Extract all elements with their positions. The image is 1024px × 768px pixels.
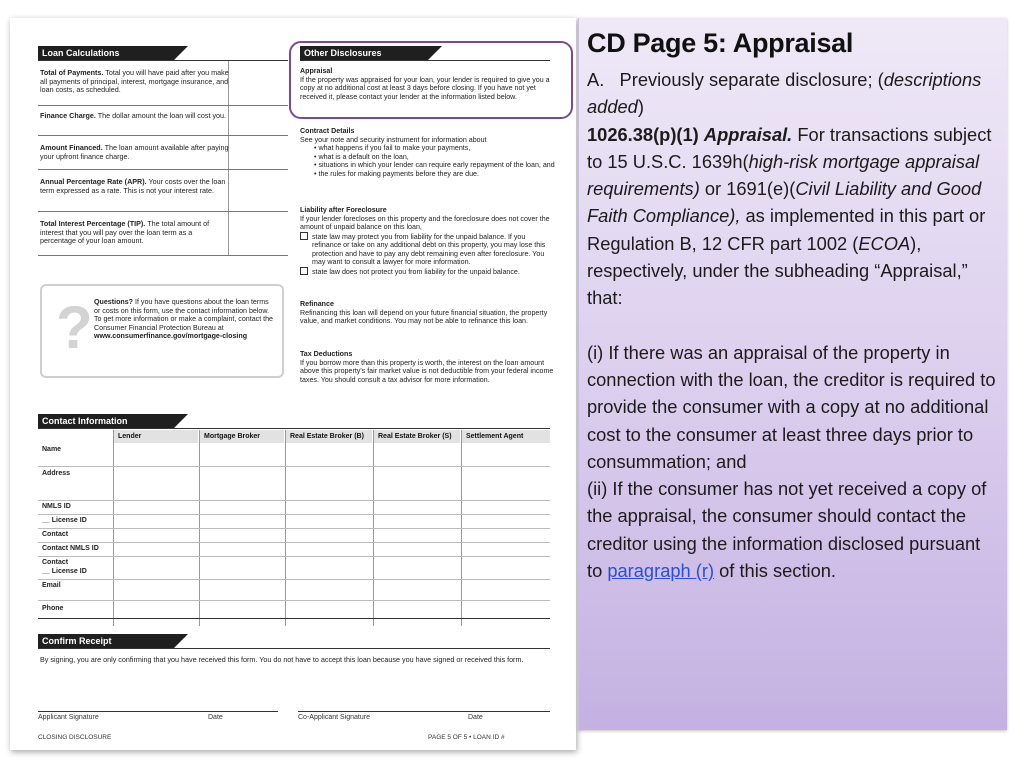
liability-text: If your lender forecloses on this property and the foreclosure does not cover the amount of unpaid balance on this loan, (300, 214, 550, 231)
lc-text: The loan amount available after paying your upfront finance charge. (40, 143, 229, 161)
liability-block (300, 206, 555, 276)
col-re-broker-s: Real Estate Broker (S) (374, 430, 460, 443)
spacer (587, 312, 999, 339)
row-contact-license-id: __ License ID (42, 568, 87, 575)
contact-info-heading: Contact Information (38, 414, 174, 428)
refinance-block (300, 300, 555, 326)
refinance-heading: Refinance (300, 300, 334, 308)
row-rule (38, 135, 288, 136)
row-rule (38, 466, 550, 467)
applicant-date-label: Date (208, 714, 223, 721)
row-license-id: __ License ID (42, 517, 87, 524)
slide-title: CD Page 5: Appraisal (587, 28, 854, 58)
contract-details-block (300, 127, 555, 178)
reg-italic: ECOA (858, 232, 911, 254)
lc-text: The total amount of interest that you will pay over the loan term as a percentage of your loan amount. (40, 219, 210, 246)
appraisal-text: If the property was appraised for your loan, your lender is required to give you a copy at no additional cost at least 3 days before closing. If you have not yet received it, please contact your lender at the information listed below. (300, 75, 550, 101)
contract-text: See your note and security instrument for information about (300, 135, 487, 144)
refinance-text: Refinancing this loan will depend on your future financial situation, the property value, and market conditions. You may not be able to refinance this loan. (300, 308, 548, 325)
lc-row-amount-financed (40, 144, 230, 161)
applicant-signature-label: Applicant Signature (38, 714, 99, 721)
row-rule (38, 542, 550, 543)
paren: ) (637, 96, 644, 118)
list-item: • the rules for making payments before they are due. (314, 170, 555, 179)
appraisal-highlight (289, 41, 573, 119)
footer-page-number: PAGE 5 OF 5 • LOAN ID # (428, 734, 505, 741)
citation: 1026.38(p)(1) (587, 123, 699, 145)
slide-body (587, 66, 999, 584)
lc-row-total-payments (40, 69, 230, 95)
option-text: state law may protect you from liability for the unpaid balance. If you refinance or take on any additional debt on this property, you may lose this protection and have to pay any debt remaining even after foreclosure. You may want to consult a lawyer for more information. (312, 232, 546, 266)
lc-row-apr (40, 178, 230, 195)
checkbox[interactable] (300, 232, 308, 240)
citation-title: Appraisal. (703, 123, 793, 145)
lc-label: Finance Charge. (40, 111, 96, 120)
lc-label: Annual Percentage Rate (APR). (40, 177, 147, 186)
section-rule (38, 648, 550, 649)
row-rule (38, 514, 550, 515)
questions-label: Questions? (94, 298, 134, 306)
questions-text (94, 298, 274, 341)
contract-list (300, 144, 555, 178)
col-re-broker-b: Real Estate Broker (B) (286, 430, 372, 443)
row-rule (38, 618, 550, 619)
reg-text: ), respectively, under the subheading “Appraisal,” that: (587, 232, 968, 309)
point-ii-text: (ii) If the consumer has not yet received a copy of the appraisal, the consumer should contact the creditor using the information disclosed pursuant to (587, 478, 987, 582)
contract-heading: Contract Details (300, 127, 355, 135)
list-item: • situations in which your lender can require early repayment of the loan, and (314, 161, 555, 170)
reg-italic: high-risk mortgage appraisal requirements) (587, 150, 980, 200)
list-item: • what is a default on the loan, (314, 153, 555, 162)
loan-calculations-heading: Loan Calculations (38, 46, 174, 60)
liability-option-1 (300, 232, 555, 267)
liability-option-2 (300, 267, 555, 277)
row-rule (38, 600, 550, 601)
paren: ( (877, 69, 884, 90)
lc-label: Amount Financed. (40, 143, 103, 152)
row-rule (38, 255, 288, 256)
lc-text: Total you will have paid after you make all payments of principal, interest, mortgage insurance, and loan costs, as scheduled. (40, 68, 229, 95)
option-text: state law does not protect you from liability for the unpaid balance. (312, 267, 520, 276)
lc-row-tip (40, 220, 230, 246)
other-disclosures-heading: Other Disclosures (300, 46, 428, 60)
tax-heading: Tax Deductions (300, 350, 353, 358)
row-email: Email (42, 582, 61, 589)
row-rule (38, 579, 550, 580)
tax-block (300, 350, 555, 384)
section-rule (38, 428, 550, 429)
col-settlement-agent: Settlement Agent (462, 430, 550, 443)
tax-text: If you borrow more than this property is worth, the interest on the loan amount above this property's fair market value is not deductible from your federal income taxes. You should consult a tax advisor for more information. (300, 358, 554, 384)
lc-text: Your costs over the loan term expressed as a rate. This is not your interest rate. (40, 177, 226, 195)
point-a (587, 66, 999, 121)
signature-line (298, 711, 550, 712)
paragraph-r-link[interactable]: paragraph (r) (607, 560, 715, 582)
row-rule (38, 556, 550, 557)
point-ii (587, 475, 999, 584)
row-rule (38, 105, 288, 106)
coapplicant-date-label: Date (468, 714, 483, 721)
col-lender: Lender (114, 430, 198, 443)
footer-left: CLOSING DISCLOSURE (38, 734, 112, 741)
row-rule (38, 528, 550, 529)
row-rule (38, 211, 288, 212)
row-phone: Phone (42, 605, 64, 612)
lc-label: Total Interest Percentage (TIP). (40, 219, 146, 228)
reg-text: as implemented in this part or Regulation B, 12 CFR part 1002 ( (587, 205, 986, 254)
row-rule (38, 500, 550, 501)
row-nmls-id: NMLS ID (42, 503, 71, 510)
row-name: Name (42, 446, 62, 453)
reg-italic: Civil Liability and Good Faith Compliance), (587, 178, 982, 227)
col-mortgage-broker: Mortgage Broker (200, 430, 284, 443)
appraisal-heading: Appraisal (300, 67, 333, 75)
point-i: (i) If there was an appraisal of the property in connection with the loan, the creditor is required to provide the consumer with a copy at no additional cost to the consumer at least three days prior to consummation; and (587, 341, 996, 472)
reg-text: For transactions subject to 15 U.S.C. 1639h( (587, 123, 992, 172)
questions-body: If you have questions about the loan terms or costs on this form, use the contact information below. To get more information or make a complaint, contact the Consumer Financial Protection Bureau at (94, 298, 274, 332)
row-rule (38, 169, 288, 170)
question-mark-icon: ? (56, 294, 93, 361)
checkbox[interactable] (300, 267, 308, 275)
cfpb-url[interactable]: www.consumerfinance.gov/mortgage-closing (94, 332, 248, 341)
regulation-text (587, 121, 999, 312)
lc-row-finance-charge (40, 112, 230, 121)
lc-text: The dollar amount the loan will cost you. (97, 111, 227, 120)
list-item: • what happens if you fail to make your payments, (314, 144, 555, 153)
point-ii-end: of this section. (719, 560, 836, 582)
coapplicant-signature-label: Co-Applicant Signature (298, 714, 370, 721)
lc-label: Total of Payments. (40, 68, 104, 77)
questions-box (40, 284, 284, 378)
point-a-italic: descriptions added (587, 69, 982, 118)
slide-text-panel (578, 18, 1007, 730)
reg-text: or 1691(e)( (704, 178, 796, 200)
liability-heading: Liability after Foreclosure (300, 206, 387, 214)
section-rule (38, 60, 288, 61)
row-contact-license: Contact (42, 559, 69, 566)
signature-line (38, 711, 278, 712)
closing-disclosure-page (10, 18, 576, 750)
point-a-text: Previously separate disclosure; (619, 69, 873, 90)
point-a-prefix: A. (587, 69, 605, 90)
row-contact-nmls-id: Contact NMLS ID (42, 545, 99, 552)
confirm-text: By signing, you are only confirming that you have received this form. You do not have to accept this loan because you have signed or received this form. (40, 655, 524, 664)
row-address: Address (42, 470, 71, 477)
confirm-receipt-heading: Confirm Receipt (38, 634, 174, 648)
row-contact: Contact (42, 531, 69, 538)
